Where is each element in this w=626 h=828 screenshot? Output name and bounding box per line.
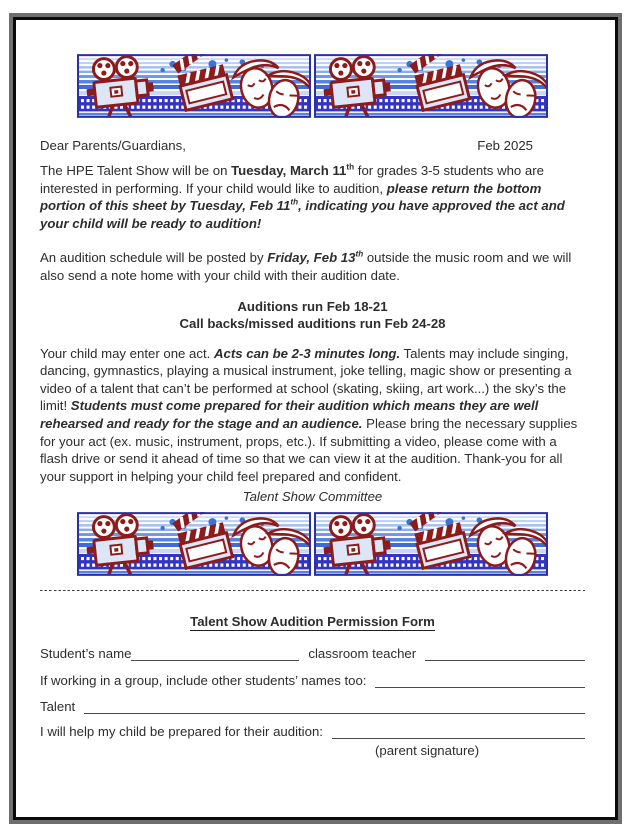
form-title: Talent Show Audition Permission Form: [190, 614, 435, 630]
banner-row-bottom: [40, 512, 585, 576]
parent-signature-blank: [332, 725, 585, 739]
paragraph-schedule-posting: An audition schedule will be posted by Friday, Feb 13th outside the music room and we will also send a note home with your child with their audition date.: [40, 249, 572, 283]
student-name-label: Student’s name: [40, 646, 132, 662]
form-line-talent: [40, 699, 585, 715]
letter-date: Feb 2025: [477, 138, 533, 153]
classroom-teacher-label: classroom teacher: [308, 646, 417, 662]
form-line-group: [40, 673, 585, 689]
talent-blank: [84, 700, 585, 714]
page-border: [9, 13, 622, 824]
page: [13, 17, 618, 820]
parent-signature-caption: (parent signature): [375, 743, 480, 759]
prepared-label: I will help my child be prepared for their audition:: [40, 724, 323, 740]
form-line-student-name: [40, 646, 585, 662]
classroom-teacher-blank: [425, 647, 585, 661]
talent-label: Talent: [40, 699, 76, 715]
dashed-cutoff-divider: [40, 590, 585, 592]
audition-dates-line1: Auditions run Feb 18-21: [237, 298, 388, 314]
talent-banner-image: [314, 54, 548, 118]
student-name-blank: [131, 647, 299, 661]
audition-dates-line2: Call backs/missed auditions run Feb 24-28: [179, 315, 446, 331]
form-line-signature: [40, 724, 585, 740]
committee-signature: Talent Show Committee: [242, 489, 383, 505]
group-label: If working in a group, include other students’ names too:: [40, 673, 367, 689]
paragraph-intro: The HPE Talent Show will be on Tuesday, March 11th for grades 3-5 students who are interested in performing. If your child would like to audition, please return the bottom portion of this sheet by Tuesday, Feb 11th, indicating you have approved the act and your child will be ready to audition!: [40, 162, 565, 231]
paragraph-act-details: Your child may enter one act. Acts can be 2-3 minutes long. Talents may include singing, dancing, gymnastics, playing a musical instrument, joke telling, magic show or presenting a video of a talent that can’t be performed at school (skating, skiing, art work...) the sky’s the limit! Students must come prepared for their audition which means they are well rehearsed and ready for the stage and an audience. Please bring the necessary supplies for your act (ex. music, instrument, props, etc.). If submitting a video, please come with a flash drive or send it ahead of time so that we can view it at the audition. Thank-you for all your support in helping your child feel prepared and confident.: [40, 345, 578, 484]
banner-row-top: [40, 54, 585, 118]
salutation: Dear Parents/Guardians,: [40, 138, 186, 153]
talent-banner-image: [314, 512, 548, 576]
talent-banner-image: [77, 512, 311, 576]
group-names-blank: [375, 674, 585, 688]
audition-dates: [40, 298, 585, 332]
talent-banner-image: [77, 54, 311, 118]
